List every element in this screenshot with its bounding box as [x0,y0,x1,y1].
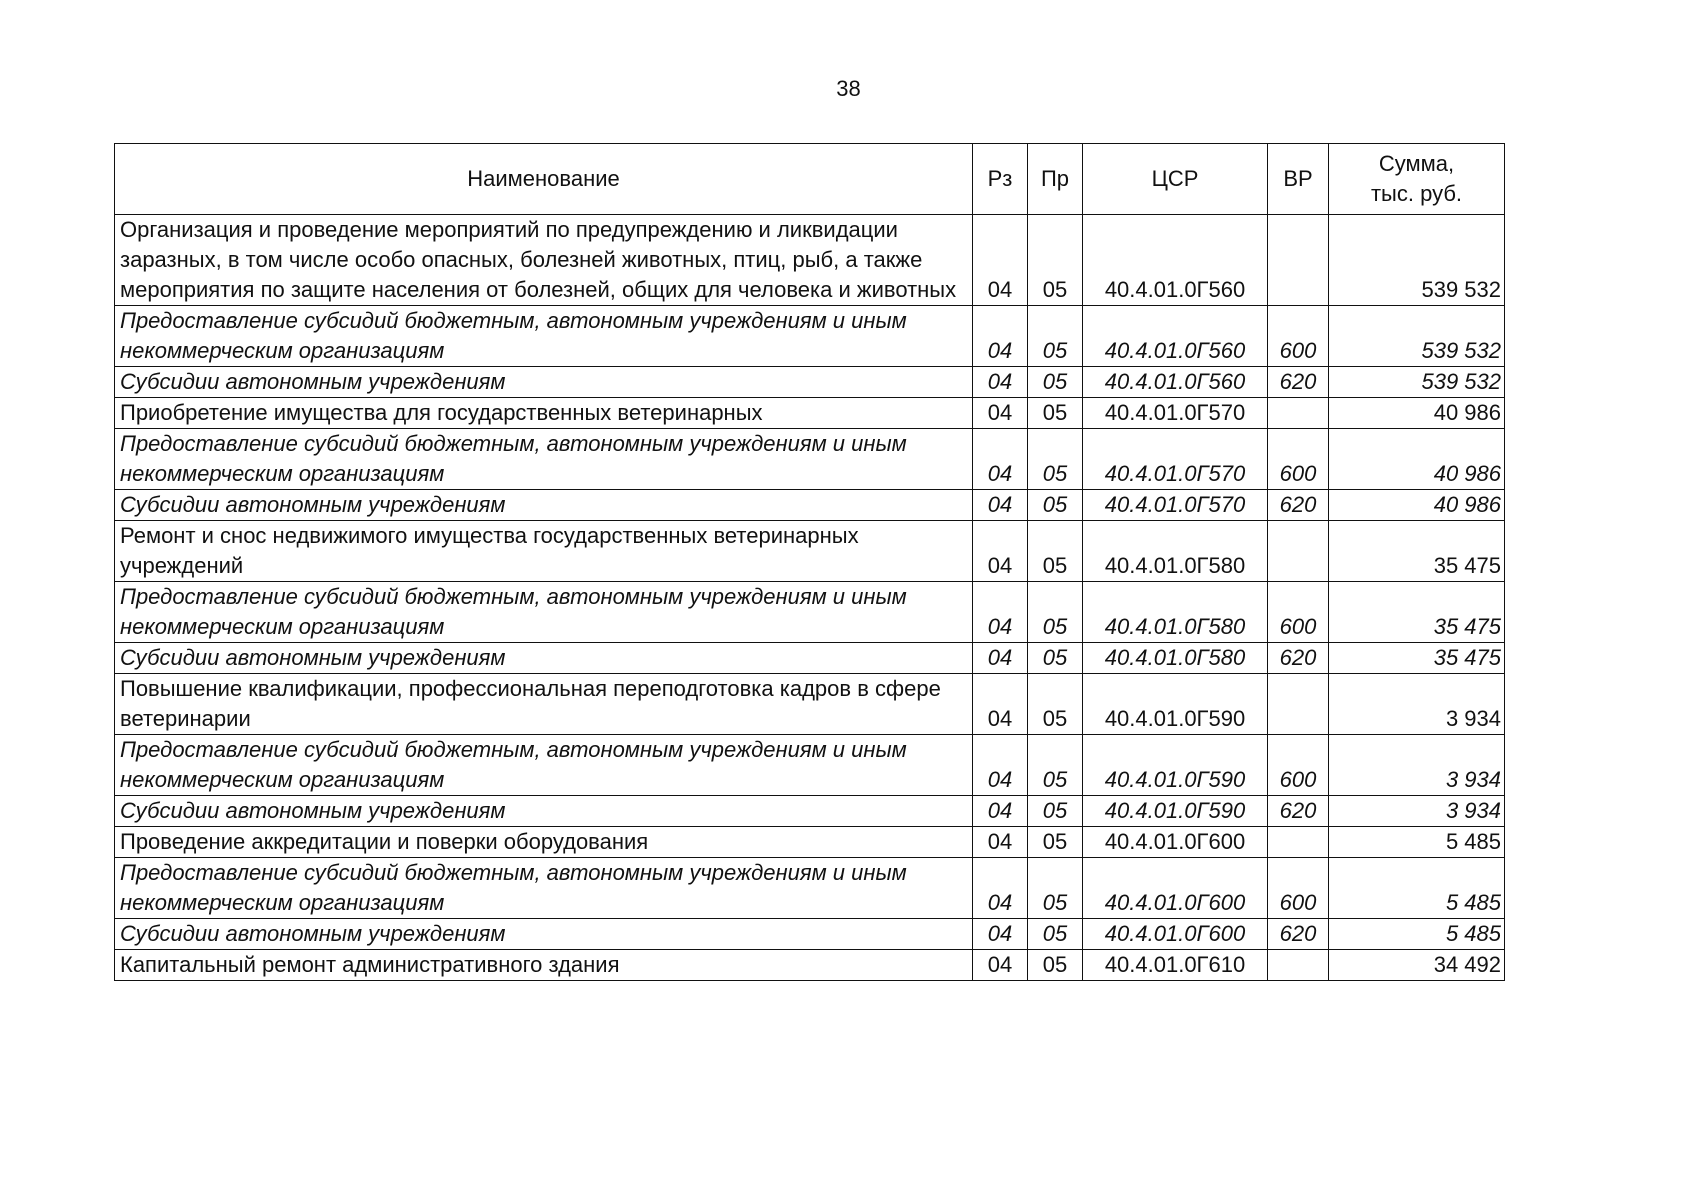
cell-name: Предоставление субсидий бюджетным, автономным учреждениям и иным некоммерческим организациям [115,429,973,490]
cell-vr: 620 [1268,643,1329,674]
cell-csr: 40.4.01.0Г570 [1083,490,1268,521]
header-sum [1329,144,1505,215]
cell-rz: 04 [973,827,1028,858]
table-row [115,490,1505,521]
cell-vr [1268,674,1329,735]
cell-csr: 40.4.01.0Г580 [1083,521,1268,582]
header-rz: Рз [973,144,1028,215]
cell-rz: 04 [973,735,1028,796]
cell-csr: 40.4.01.0Г600 [1083,827,1268,858]
cell-name: Повышение квалификации, профессиональная переподготовка кадров в сфере ветеринарии [115,674,973,735]
cell-vr: 600 [1268,306,1329,367]
cell-csr: 40.4.01.0Г570 [1083,398,1268,429]
header-sum-line2: тыс. руб. [1370,181,1463,206]
cell-vr [1268,398,1329,429]
cell-name: Предоставление субсидий бюджетным, автономным учреждениям и иным некоммерческим организациям [115,858,973,919]
table-row [115,796,1505,827]
cell-vr: 620 [1268,919,1329,950]
table-row [115,674,1505,735]
cell-csr: 40.4.01.0Г560 [1083,367,1268,398]
table-row [115,306,1505,367]
cell-sum: 3 934 [1329,735,1505,796]
cell-csr: 40.4.01.0Г610 [1083,950,1268,981]
cell-sum: 3 934 [1329,796,1505,827]
cell-pr: 05 [1028,858,1083,919]
cell-rz: 04 [973,674,1028,735]
cell-sum: 40 986 [1329,429,1505,490]
table-row [115,582,1505,643]
cell-pr: 05 [1028,367,1083,398]
cell-pr: 05 [1028,674,1083,735]
header-csr: ЦСР [1083,144,1268,215]
cell-name: Субсидии автономным учреждениям [115,796,973,827]
cell-sum: 539 532 [1329,215,1505,306]
page-number: 38 [836,76,861,101]
cell-csr: 40.4.01.0Г560 [1083,215,1268,306]
cell-pr: 05 [1028,490,1083,521]
table-row [115,950,1505,981]
cell-sum: 5 485 [1329,827,1505,858]
cell-sum: 35 475 [1329,582,1505,643]
header-name: Наименование [115,144,973,215]
cell-sum: 539 532 [1329,306,1505,367]
cell-csr: 40.4.01.0Г590 [1083,796,1268,827]
table-row [115,858,1505,919]
cell-pr: 05 [1028,215,1083,306]
cell-pr: 05 [1028,398,1083,429]
cell-rz: 04 [973,643,1028,674]
cell-rz: 04 [973,215,1028,306]
cell-vr [1268,827,1329,858]
cell-rz: 04 [973,490,1028,521]
cell-rz: 04 [973,582,1028,643]
cell-sum: 5 485 [1329,858,1505,919]
table-row [115,367,1505,398]
cell-pr: 05 [1028,950,1083,981]
cell-csr: 40.4.01.0Г580 [1083,643,1268,674]
cell-name: Субсидии автономным учреждениям [115,490,973,521]
table-row [115,398,1505,429]
cell-sum: 3 934 [1329,674,1505,735]
header-pr: Пр [1028,144,1083,215]
header-vr: ВР [1268,144,1329,215]
cell-name: Проведение аккредитации и поверки оборудования [115,827,973,858]
table-row [115,643,1505,674]
cell-rz: 04 [973,919,1028,950]
table-row [115,735,1505,796]
cell-name: Субсидии автономным учреждениям [115,367,973,398]
cell-csr: 40.4.01.0Г560 [1083,306,1268,367]
cell-rz: 04 [973,796,1028,827]
table-body [115,215,1505,981]
cell-vr: 600 [1268,582,1329,643]
cell-sum: 34 492 [1329,950,1505,981]
cell-pr: 05 [1028,827,1083,858]
cell-sum: 40 986 [1329,398,1505,429]
cell-name: Ремонт и снос недвижимого имущества государственных ветеринарных учреждений [115,521,973,582]
cell-vr: 620 [1268,796,1329,827]
cell-csr: 40.4.01.0Г590 [1083,735,1268,796]
cell-pr: 05 [1028,643,1083,674]
cell-name: Предоставление субсидий бюджетным, автономным учреждениям и иным некоммерческим организациям [115,306,973,367]
cell-sum: 35 475 [1329,521,1505,582]
cell-name: Предоставление субсидий бюджетным, автономным учреждениям и иным некоммерческим организациям [115,582,973,643]
cell-vr: 600 [1268,429,1329,490]
cell-pr: 05 [1028,919,1083,950]
cell-rz: 04 [973,306,1028,367]
cell-pr: 05 [1028,306,1083,367]
cell-name: Субсидии автономным учреждениям [115,919,973,950]
cell-sum: 539 532 [1329,367,1505,398]
table-header-row [115,144,1505,215]
cell-name: Приобретение имущества для государственных ветеринарных [115,398,973,429]
table-row [115,215,1505,306]
cell-sum: 35 475 [1329,643,1505,674]
cell-vr [1268,521,1329,582]
budget-table [114,143,1505,981]
cell-name: Предоставление субсидий бюджетным, автономным учреждениям и иным некоммерческим организациям [115,735,973,796]
cell-csr: 40.4.01.0Г580 [1083,582,1268,643]
cell-pr: 05 [1028,735,1083,796]
cell-rz: 04 [973,950,1028,981]
cell-sum: 5 485 [1329,919,1505,950]
cell-pr: 05 [1028,796,1083,827]
table-row [115,429,1505,490]
cell-vr: 620 [1268,490,1329,521]
cell-name: Субсидии автономным учреждениям [115,643,973,674]
cell-pr: 05 [1028,582,1083,643]
cell-name: Организация и проведение мероприятий по предупреждению и ликвидации заразных, в том числе особо опасных, болезней животных, птиц, рыб, а также мероприятия по защите населения от болезней, общих для человека и животных [115,215,973,306]
table-row [115,521,1505,582]
cell-csr: 40.4.01.0Г600 [1083,858,1268,919]
cell-csr: 40.4.01.0Г570 [1083,429,1268,490]
cell-rz: 04 [973,521,1028,582]
cell-rz: 04 [973,858,1028,919]
cell-vr: 620 [1268,367,1329,398]
cell-sum: 40 986 [1329,490,1505,521]
header-sum-line1: Сумма, [1378,151,1455,176]
cell-csr: 40.4.01.0Г600 [1083,919,1268,950]
cell-rz: 04 [973,398,1028,429]
cell-rz: 04 [973,429,1028,490]
cell-vr [1268,215,1329,306]
cell-name: Капитальный ремонт административного здания [115,950,973,981]
table-row [115,919,1505,950]
cell-vr: 600 [1268,735,1329,796]
cell-vr: 600 [1268,858,1329,919]
cell-vr [1268,950,1329,981]
cell-csr: 40.4.01.0Г590 [1083,674,1268,735]
table-row [115,827,1505,858]
cell-pr: 05 [1028,429,1083,490]
cell-pr: 05 [1028,521,1083,582]
cell-rz: 04 [973,367,1028,398]
